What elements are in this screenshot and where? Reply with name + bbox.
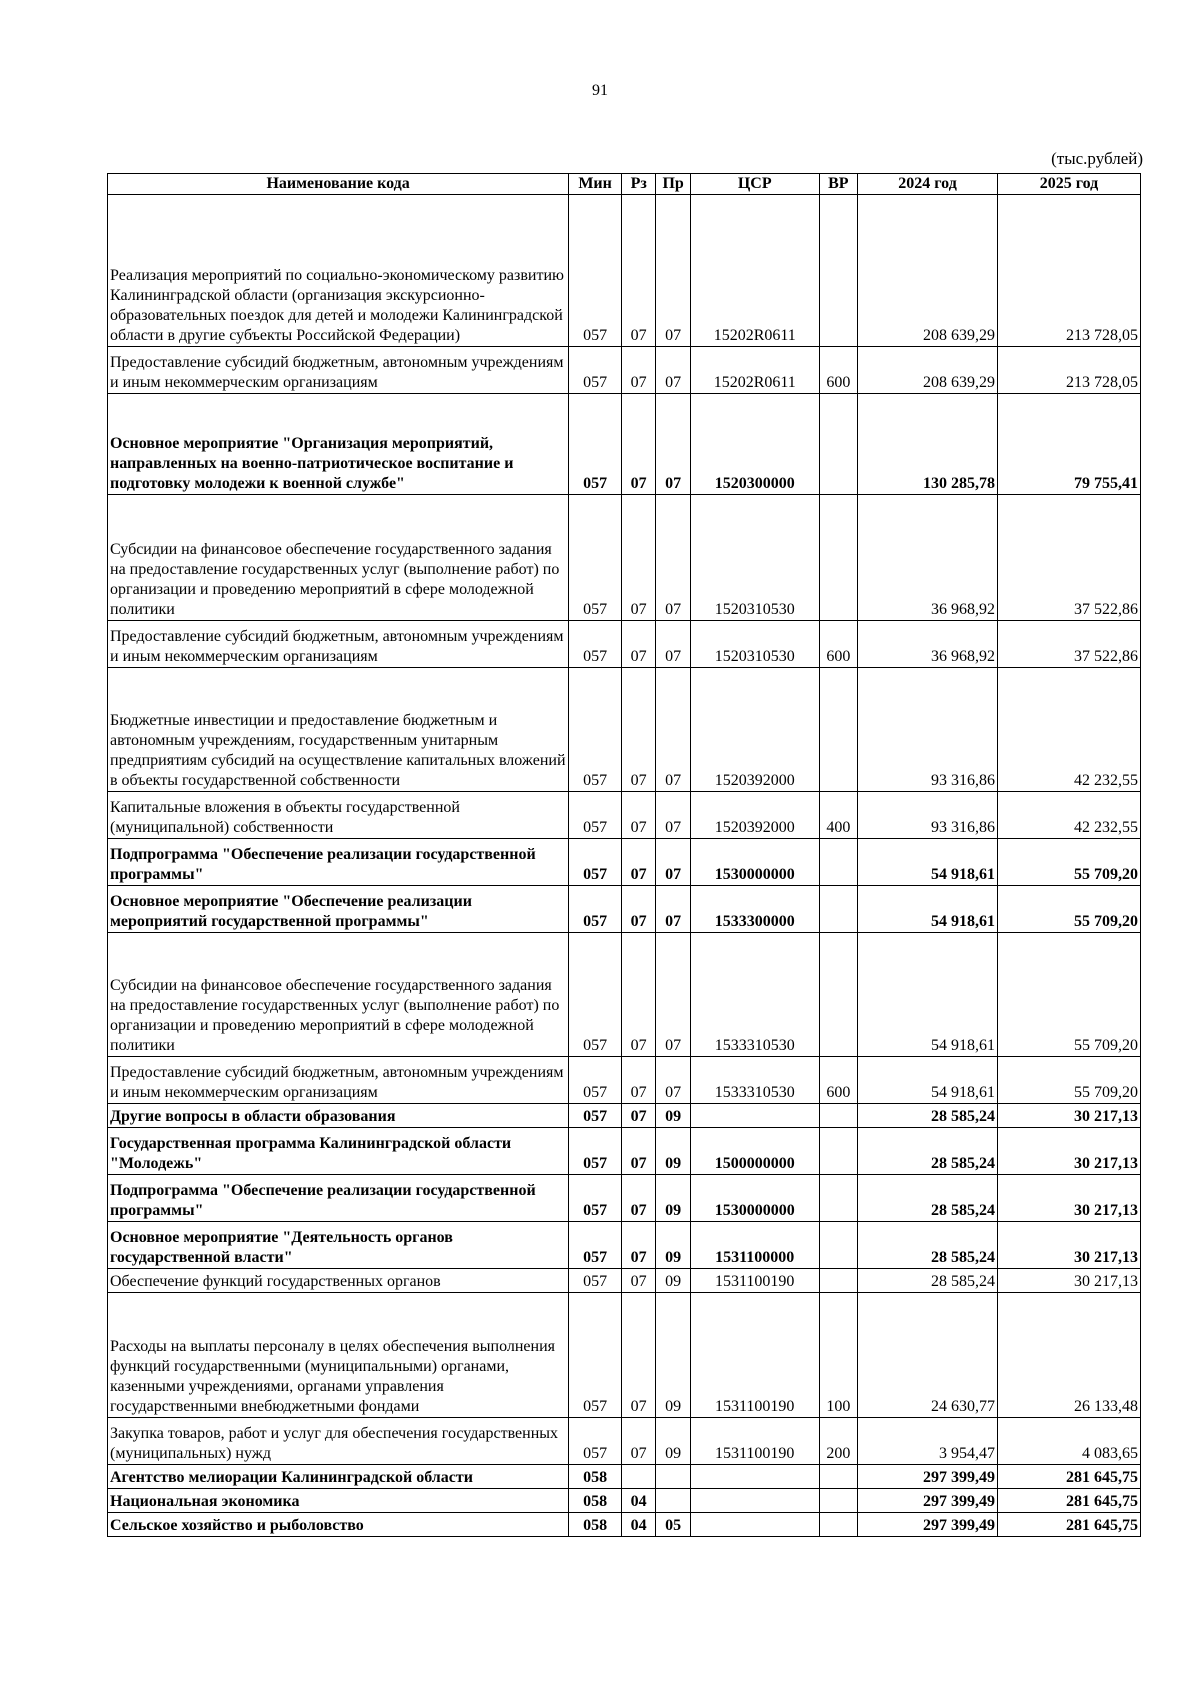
cell-rz: 07 bbox=[621, 1269, 655, 1293]
cell-name: Капитальные вложения в объекты государственной (муниципальной) собственности bbox=[108, 792, 569, 839]
cell-vr bbox=[819, 495, 858, 621]
cell-2024: 54 918,61 bbox=[858, 839, 998, 886]
cell-name: Субсидии на финансовое обеспечение государственного задания на предоставление государственных услуг (выполнение работ) по организации и проведению мероприятий в сфере молодежной политики bbox=[108, 495, 569, 621]
table-row bbox=[108, 668, 1141, 792]
cell-2025: 42 232,55 bbox=[998, 792, 1141, 839]
table-row bbox=[108, 1418, 1141, 1465]
cell-pr: 09 bbox=[656, 1128, 690, 1175]
cell-rz: 07 bbox=[621, 347, 655, 394]
cell-2025: 55 709,20 bbox=[998, 839, 1141, 886]
cell-2025: 4 083,65 bbox=[998, 1418, 1141, 1465]
cell-min: 057 bbox=[569, 495, 622, 621]
cell-vr bbox=[819, 195, 858, 347]
table-row bbox=[108, 347, 1141, 394]
table-row bbox=[108, 621, 1141, 668]
table-row bbox=[108, 1222, 1141, 1269]
cell-2024: 28 585,24 bbox=[858, 1269, 998, 1293]
table-row bbox=[108, 839, 1141, 886]
header-vr: ВР bbox=[819, 174, 858, 195]
cell-vr: 400 bbox=[819, 792, 858, 839]
table-row bbox=[108, 792, 1141, 839]
cell-rz: 07 bbox=[621, 1293, 655, 1418]
cell-pr bbox=[656, 1489, 690, 1513]
cell-min: 058 bbox=[569, 1465, 622, 1489]
cell-2024: 54 918,61 bbox=[858, 1057, 998, 1104]
cell-rz: 07 bbox=[621, 394, 655, 495]
cell-pr: 09 bbox=[656, 1418, 690, 1465]
table-row bbox=[108, 1057, 1141, 1104]
cell-rz: 07 bbox=[621, 668, 655, 792]
cell-pr: 09 bbox=[656, 1293, 690, 1418]
cell-csr bbox=[690, 1513, 819, 1537]
cell-2025: 55 709,20 bbox=[998, 886, 1141, 933]
cell-csr: 1530000000 bbox=[690, 839, 819, 886]
cell-min: 057 bbox=[569, 394, 622, 495]
cell-name: Основное мероприятие "Обеспечение реализации мероприятий государственной программы" bbox=[108, 886, 569, 933]
table-row bbox=[108, 933, 1141, 1057]
cell-2024: 93 316,86 bbox=[858, 668, 998, 792]
cell-pr: 07 bbox=[656, 347, 690, 394]
cell-vr: 100 bbox=[819, 1293, 858, 1418]
cell-min: 057 bbox=[569, 668, 622, 792]
cell-rz: 07 bbox=[621, 1128, 655, 1175]
cell-name: Закупка товаров, работ и услуг для обеспечения государственных (муниципальных) нужд bbox=[108, 1418, 569, 1465]
cell-csr bbox=[690, 1489, 819, 1513]
table-header-row bbox=[108, 174, 1141, 195]
cell-csr: 1500000000 bbox=[690, 1128, 819, 1175]
cell-csr: 1520300000 bbox=[690, 394, 819, 495]
cell-csr: 1531100190 bbox=[690, 1418, 819, 1465]
cell-vr bbox=[819, 1465, 858, 1489]
header-2025: 2025 год bbox=[998, 174, 1141, 195]
cell-vr bbox=[819, 394, 858, 495]
cell-vr: 600 bbox=[819, 347, 858, 394]
table-row bbox=[108, 1513, 1141, 1537]
cell-name: Обеспечение функций государственных органов bbox=[108, 1269, 569, 1293]
header-csr: ЦСР bbox=[690, 174, 819, 195]
cell-csr bbox=[690, 1104, 819, 1128]
cell-2024: 54 918,61 bbox=[858, 886, 998, 933]
cell-name: Предоставление субсидий бюджетным, автономным учреждениям и иным некоммерческим организациям bbox=[108, 621, 569, 668]
table-row bbox=[108, 1465, 1141, 1489]
cell-rz: 07 bbox=[621, 1222, 655, 1269]
header-2024: 2024 год bbox=[858, 174, 998, 195]
table-row bbox=[108, 495, 1141, 621]
cell-min: 057 bbox=[569, 1057, 622, 1104]
cell-2025: 55 709,20 bbox=[998, 1057, 1141, 1104]
cell-name: Предоставление субсидий бюджетным, автономным учреждениям и иным некоммерческим организациям bbox=[108, 347, 569, 394]
cell-2024: 28 585,24 bbox=[858, 1104, 998, 1128]
cell-min: 057 bbox=[569, 1222, 622, 1269]
cell-min: 057 bbox=[569, 933, 622, 1057]
cell-vr: 200 bbox=[819, 1418, 858, 1465]
cell-vr bbox=[819, 933, 858, 1057]
cell-name: Основное мероприятие "Организация мероприятий, направленных на военно-патриотическое воспитание и подготовку молодежи к военной службе" bbox=[108, 394, 569, 495]
cell-name: Субсидии на финансовое обеспечение государственного задания на предоставление государственных услуг (выполнение работ) по организации и проведению мероприятий в сфере молодежной политики bbox=[108, 933, 569, 1057]
cell-pr: 07 bbox=[656, 1057, 690, 1104]
cell-csr: 1520310530 bbox=[690, 495, 819, 621]
cell-2025: 30 217,13 bbox=[998, 1175, 1141, 1222]
table-row bbox=[108, 1293, 1141, 1418]
cell-rz: 04 bbox=[621, 1513, 655, 1537]
cell-name: Сельское хозяйство и рыболовство bbox=[108, 1513, 569, 1537]
cell-name: Предоставление субсидий бюджетным, автономным учреждениям и иным некоммерческим организациям bbox=[108, 1057, 569, 1104]
cell-2025: 79 755,41 bbox=[998, 394, 1141, 495]
cell-csr: 1530000000 bbox=[690, 1175, 819, 1222]
cell-vr bbox=[819, 1489, 858, 1513]
cell-name: Национальная экономика bbox=[108, 1489, 569, 1513]
cell-csr: 1520392000 bbox=[690, 792, 819, 839]
cell-pr: 05 bbox=[656, 1513, 690, 1537]
cell-min: 057 bbox=[569, 1128, 622, 1175]
cell-pr: 07 bbox=[656, 933, 690, 1057]
cell-pr: 07 bbox=[656, 495, 690, 621]
cell-pr: 07 bbox=[656, 839, 690, 886]
cell-name: Основное мероприятие "Деятельность органов государственной власти" bbox=[108, 1222, 569, 1269]
cell-2024: 297 399,49 bbox=[858, 1513, 998, 1537]
cell-min: 057 bbox=[569, 1269, 622, 1293]
cell-vr bbox=[819, 839, 858, 886]
cell-pr: 07 bbox=[656, 195, 690, 347]
cell-rz: 07 bbox=[621, 1104, 655, 1128]
cell-vr bbox=[819, 1513, 858, 1537]
cell-pr: 07 bbox=[656, 792, 690, 839]
cell-2025: 37 522,86 bbox=[998, 621, 1141, 668]
cell-vr bbox=[819, 1128, 858, 1175]
cell-min: 057 bbox=[569, 839, 622, 886]
cell-pr: 09 bbox=[656, 1222, 690, 1269]
cell-2025: 30 217,13 bbox=[998, 1222, 1141, 1269]
cell-2025: 37 522,86 bbox=[998, 495, 1141, 621]
cell-pr: 09 bbox=[656, 1175, 690, 1222]
cell-pr: 07 bbox=[656, 668, 690, 792]
cell-csr: 1531100190 bbox=[690, 1269, 819, 1293]
cell-name: Реализация мероприятий по социально-экономическому развитию Калининградской области (организация экскурсионно-образовательных поездок для детей и молодежи Калининградской области в другие субъекты Российской Федерации) bbox=[108, 195, 569, 347]
cell-2025: 281 645,75 bbox=[998, 1465, 1141, 1489]
cell-2024: 24 630,77 bbox=[858, 1293, 998, 1418]
cell-vr bbox=[819, 1269, 858, 1293]
cell-rz: 07 bbox=[621, 886, 655, 933]
cell-min: 057 bbox=[569, 1418, 622, 1465]
cell-name: Бюджетные инвестиции и предоставление бюджетным и автономным учреждениям, государственным унитарным предприятиям субсидий на осуществление капитальных вложений в объекты государственной собственности bbox=[108, 668, 569, 792]
cell-2025: 30 217,13 bbox=[998, 1269, 1141, 1293]
cell-rz: 07 bbox=[621, 839, 655, 886]
cell-name: Другие вопросы в области образования bbox=[108, 1104, 569, 1128]
cell-name: Подпрограмма "Обеспечение реализации государственной программы" bbox=[108, 1175, 569, 1222]
cell-2024: 54 918,61 bbox=[858, 933, 998, 1057]
cell-2025: 213 728,05 bbox=[998, 195, 1141, 347]
budget-table bbox=[107, 173, 1141, 1537]
cell-min: 057 bbox=[569, 792, 622, 839]
cell-2024: 93 316,86 bbox=[858, 792, 998, 839]
cell-vr: 600 bbox=[819, 621, 858, 668]
cell-rz: 07 bbox=[621, 1175, 655, 1222]
table-row bbox=[108, 1269, 1141, 1293]
cell-2025: 55 709,20 bbox=[998, 933, 1141, 1057]
cell-2024: 130 285,78 bbox=[858, 394, 998, 495]
cell-2025: 30 217,13 bbox=[998, 1128, 1141, 1175]
cell-csr: 1533300000 bbox=[690, 886, 819, 933]
cell-min: 058 bbox=[569, 1489, 622, 1513]
cell-vr: 600 bbox=[819, 1057, 858, 1104]
cell-csr bbox=[690, 1465, 819, 1489]
cell-min: 057 bbox=[569, 195, 622, 347]
cell-min: 057 bbox=[569, 1293, 622, 1418]
cell-vr bbox=[819, 1104, 858, 1128]
cell-min: 057 bbox=[569, 347, 622, 394]
cell-csr: 15202R0611 bbox=[690, 347, 819, 394]
table-row bbox=[108, 886, 1141, 933]
cell-rz: 07 bbox=[621, 933, 655, 1057]
cell-csr: 1533310530 bbox=[690, 933, 819, 1057]
units-label: (тыс.рублей) bbox=[1051, 149, 1143, 168]
cell-rz: 04 bbox=[621, 1489, 655, 1513]
cell-rz: 07 bbox=[621, 1418, 655, 1465]
cell-2025: 213 728,05 bbox=[998, 347, 1141, 394]
header-min: Мин bbox=[569, 174, 622, 195]
table-row bbox=[108, 1175, 1141, 1222]
cell-rz: 07 bbox=[621, 495, 655, 621]
cell-rz: 07 bbox=[621, 792, 655, 839]
cell-vr bbox=[819, 668, 858, 792]
cell-2025: 281 645,75 bbox=[998, 1489, 1141, 1513]
cell-min: 057 bbox=[569, 1104, 622, 1128]
table-row bbox=[108, 1128, 1141, 1175]
cell-vr bbox=[819, 886, 858, 933]
cell-name: Расходы на выплаты персоналу в целях обеспечения выполнения функций государственными (муниципальными) органами, казенными учреждениями, органами управления государственными внебюджетными фондами bbox=[108, 1293, 569, 1418]
cell-min: 057 bbox=[569, 886, 622, 933]
cell-2024: 297 399,49 bbox=[858, 1489, 998, 1513]
cell-csr: 1531100190 bbox=[690, 1293, 819, 1418]
cell-name: Подпрограмма "Обеспечение реализации государственной программы" bbox=[108, 839, 569, 886]
cell-vr bbox=[819, 1175, 858, 1222]
cell-csr: 15202R0611 bbox=[690, 195, 819, 347]
header-name: Наименование кода bbox=[108, 174, 569, 195]
table-row bbox=[108, 1104, 1141, 1128]
cell-2025: 42 232,55 bbox=[998, 668, 1141, 792]
cell-min: 057 bbox=[569, 621, 622, 668]
cell-name: Государственная программа Калининградской области "Молодежь" bbox=[108, 1128, 569, 1175]
cell-rz: 07 bbox=[621, 195, 655, 347]
cell-2024: 36 968,92 bbox=[858, 495, 998, 621]
cell-2024: 208 639,29 bbox=[858, 195, 998, 347]
cell-2025: 30 217,13 bbox=[998, 1104, 1141, 1128]
cell-vr bbox=[819, 1222, 858, 1269]
header-rz: Рз bbox=[621, 174, 655, 195]
cell-pr: 07 bbox=[656, 394, 690, 495]
cell-min: 058 bbox=[569, 1513, 622, 1537]
cell-2025: 26 133,48 bbox=[998, 1293, 1141, 1418]
cell-min: 057 bbox=[569, 1175, 622, 1222]
cell-name: Агентство мелиорации Калининградской области bbox=[108, 1465, 569, 1489]
cell-2024: 3 954,47 bbox=[858, 1418, 998, 1465]
cell-2024: 28 585,24 bbox=[858, 1128, 998, 1175]
table-row bbox=[108, 1489, 1141, 1513]
cell-pr: 07 bbox=[656, 886, 690, 933]
cell-csr: 1520392000 bbox=[690, 668, 819, 792]
cell-2024: 297 399,49 bbox=[858, 1465, 998, 1489]
cell-rz bbox=[621, 1465, 655, 1489]
cell-rz: 07 bbox=[621, 1057, 655, 1104]
header-pr: Пр bbox=[656, 174, 690, 195]
cell-rz: 07 bbox=[621, 621, 655, 668]
cell-2025: 281 645,75 bbox=[998, 1513, 1141, 1537]
cell-pr: 09 bbox=[656, 1269, 690, 1293]
cell-pr: 07 bbox=[656, 621, 690, 668]
table-row bbox=[108, 195, 1141, 347]
cell-csr: 1531100000 bbox=[690, 1222, 819, 1269]
cell-2024: 28 585,24 bbox=[858, 1175, 998, 1222]
cell-pr: 09 bbox=[656, 1104, 690, 1128]
page-number: 91 bbox=[592, 82, 608, 99]
cell-csr: 1533310530 bbox=[690, 1057, 819, 1104]
cell-csr: 1520310530 bbox=[690, 621, 819, 668]
cell-pr bbox=[656, 1465, 690, 1489]
cell-2024: 208 639,29 bbox=[858, 347, 998, 394]
cell-2024: 28 585,24 bbox=[858, 1222, 998, 1269]
cell-2024: 36 968,92 bbox=[858, 621, 998, 668]
table-row bbox=[108, 394, 1141, 495]
